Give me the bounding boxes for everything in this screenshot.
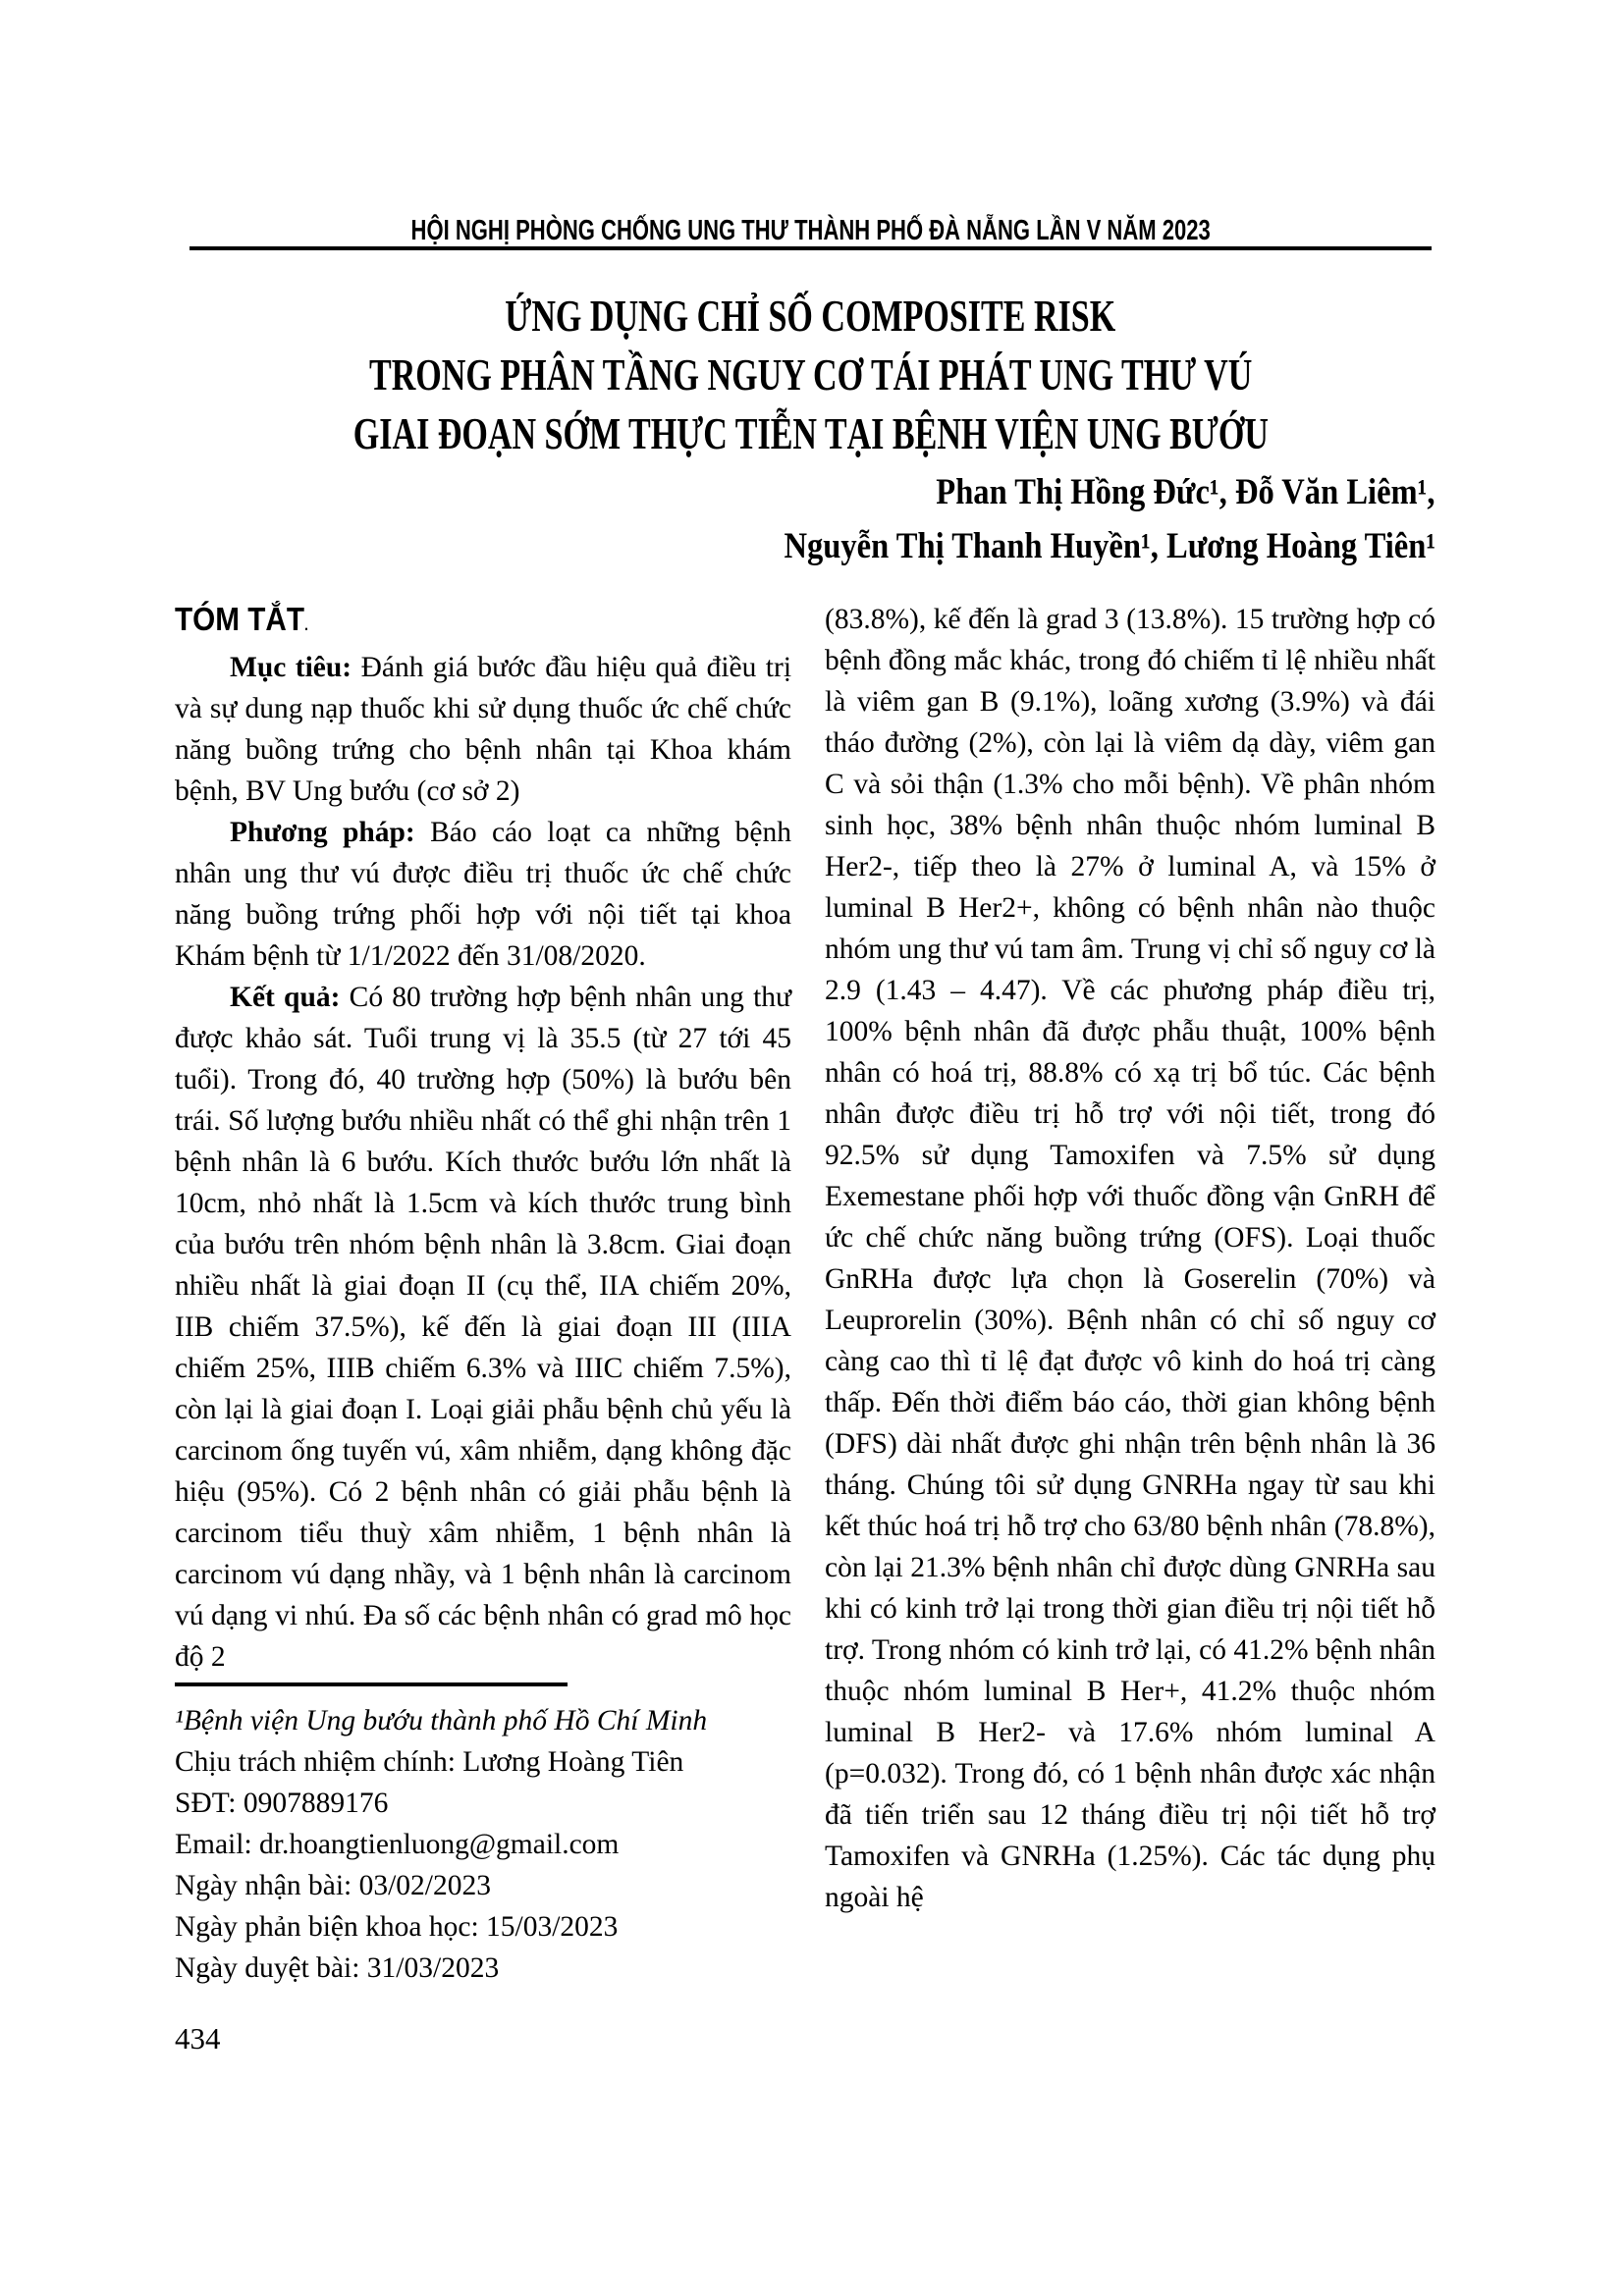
methods-label: Phương pháp: [230, 817, 415, 848]
conference-title: HỘI NGHỊ PHÒNG CHỐNG UNG THƯ THÀNH PHỐ ĐÀ NẴNG LẦN V NĂM 2023 [410, 215, 1211, 246]
footnote-affiliation: ¹Bệnh viện Ung bướu thành phố Hồ Chí Minh [175, 1705, 708, 1736]
objective-text: Đánh giá bước đầu hiệu quả điều trị và sự dung nạp thuốc khi sử dụng thuốc ức chế chức năng buồng trứng cho bệnh nhân tại Khoa khám bệnh, BV Ung bướu (cơ sở 2) [175, 652, 792, 807]
abstract-paragraph-objective [175, 647, 791, 812]
authors-line-1: Phan Thị Hồng Đức¹, Đỗ Văn Liêm¹, [936, 472, 1435, 512]
title-line-3: GIAI ĐOẠN SỚM THỰC TIỄN TẠI BỆNH VIỆN UNG BƯỚU [352, 408, 1269, 458]
results-text: Có 80 trường hợp bệnh nhân ung thư được khảo sát. Tuổi trung vị là 35.5 (từ 27 tới 45 tuổi). Trong đó, 40 trường hợp (50%) là bướu bên trái. Số lượng bướu nhiều nhất có thể ghi nhận trên 1 bệnh nhân là 6 bướu. Kích thước bướu lớn nhất là 10cm, nhỏ nhất là 1.5cm và kích thước trung bình của bướu trên nhóm bệnh nhân là 3.8cm. Giai đoạn nhiều nhất là giai đoạn II (cụ thể, IIA chiếm 20%, IIB chiếm 37.5%), kế đến là giai đoạn III (IIIA chiếm 25%, IIIB chiếm 6.3% và IIIC chiếm 7.5%), còn lại là giai đoạn I. Loại giải phẫu bệnh chủ yếu là carcinom ống tuyến vú, xâm nhiễm, dạng không đặc hiệu (95%). Có 2 bệnh nhân có giải phẫu bệnh là carcinom tiểu thuỳ xâm nhiễm, 1 bệnh nhân là carcinom vú dạng nhầy, và 1 bệnh nhân là carcinom vú dạng vi nhú. Đa số các bệnh nhân có grad mô học độ 2 [175, 982, 792, 1673]
page-number: 434 [175, 2021, 221, 2056]
abstract-heading-text: TÓM TẮT [175, 601, 304, 637]
authors-block [628, 465, 1435, 573]
footnote-block [175, 1682, 803, 1989]
running-header [189, 215, 1432, 246]
abstract-heading [175, 599, 791, 647]
footnote-correspondence: Chịu trách nhiệm chính: Lương Hoàng Tiên [175, 1746, 684, 1778]
abstract-column-left [175, 599, 791, 1678]
title-line-1: ỨNG DỤNG CHỈ SỐ COMPOSITE RISK [505, 291, 1116, 341]
header-divider-rule [189, 246, 1432, 250]
results-continuation-text: (83.8%), kế đến là grad 3 (13.8%). 15 trường hợp có bệnh đồng mắc khác, trong đó chiếm tỉ lệ nhiều nhất là viêm gan B (9.1%), loãng xương (3.9%) và đái tháo đường (2%), còn lại là viêm dạ dày, viêm gan C và sỏi thận (1.3% cho mỗi bệnh). Về phân nhóm sinh học, 38% bệnh nhân thuộc nhóm luminal B Her2-, tiếp theo là 27% ở luminal A, và 15% ở luminal B Her2+, không có bệnh nhân nào thuộc nhóm ung thư vú tam âm. Trung vị chỉ số nguy cơ là 2.9 (1.43 – 4.47). Về các phương pháp điều trị, 100% bệnh nhân đã được phẫu thuật, 100% bệnh nhân có hoá trị, 88.8% có xạ trị bổ túc. Các bệnh nhân được điều trị hỗ trợ với nội tiết, trong đó 92.5% sử dụng Tamoxifen và 7.5% sử dụng Exemestane phối hợp với thuốc đồng vận GnRH để ức chế chức năng buồng trứng (OFS). Loại thuốc GnRHa được lựa chọn là Goserelin (70%) và Leuprorelin (30%). Bệnh nhân có chỉ số nguy cơ càng cao thì tỉ lệ đạt được vô kinh do hoá trị càng thấp. Đến thời điểm báo cáo, thời gian không bệnh (DFS) dài nhất được ghi nhận trên bệnh nhân là 36 tháng. Chúng tôi sử dụng GNRHa ngay từ sau khi kết thúc hoá trị hỗ trợ cho 63/80 bệnh nhân (78.8%), còn lại 21.3% bệnh nhân chỉ được dùng GNRHa sau khi có kinh trở lại trong thời gian điều trị nội tiết hỗ trợ. Trong nhóm có kinh trở lại, có 41.2% bệnh nhân thuộc nhóm luminal B Her+, 41.2% thuộc nhóm luminal B Her2- và 17.6% nhóm luminal A (p=0.032). Trong đó, có 1 bệnh nhân được xác nhận đã tiến triển sau 12 tháng điều trị nội tiết hỗ trợ Tamoxifen và GNRHa (1.25%). Các tác dụng phụ ngoài hệ [825, 604, 1435, 1913]
authors-line-2: Nguyễn Thị Thanh Huyền¹, Lương Hoàng Tiên¹ [784, 526, 1435, 566]
footnote-email: Email: dr.hoangtienluong@gmail.com [175, 1829, 620, 1860]
footnote-divider-rule [175, 1682, 568, 1686]
abstract-paragraph-methods [175, 812, 791, 977]
footnote-phone: SĐT: 0907889176 [175, 1788, 389, 1819]
abstract-paragraph-results [175, 977, 791, 1678]
methods-text: Báo cáo loạt ca những bệnh nhân ung thư vú được điều trị thuốc ức chế chức năng buồng trứng phối hợp với nội tiết tại khoa Khám bệnh từ 1/1/2022 đến 31/08/2020. [175, 817, 792, 972]
objective-label: Mục tiêu: [230, 652, 352, 683]
abstract-heading-period: . [303, 617, 308, 634]
title-line-2: TRONG PHÂN TẦNG NGUY CƠ TÁI PHÁT UNG THƯ VÚ [368, 349, 1253, 400]
abstract-column-right [825, 599, 1435, 1918]
results-label: Kết quả: [230, 982, 341, 1013]
article-title [189, 287, 1432, 463]
footnote-date-approved: Ngày duyệt bài: 31/03/2023 [175, 1952, 500, 1984]
footnote-date-received: Ngày nhận bài: 03/02/2023 [175, 1870, 491, 1901]
footnote-date-reviewed: Ngày phản biện khoa học: 15/03/2023 [175, 1911, 619, 1943]
